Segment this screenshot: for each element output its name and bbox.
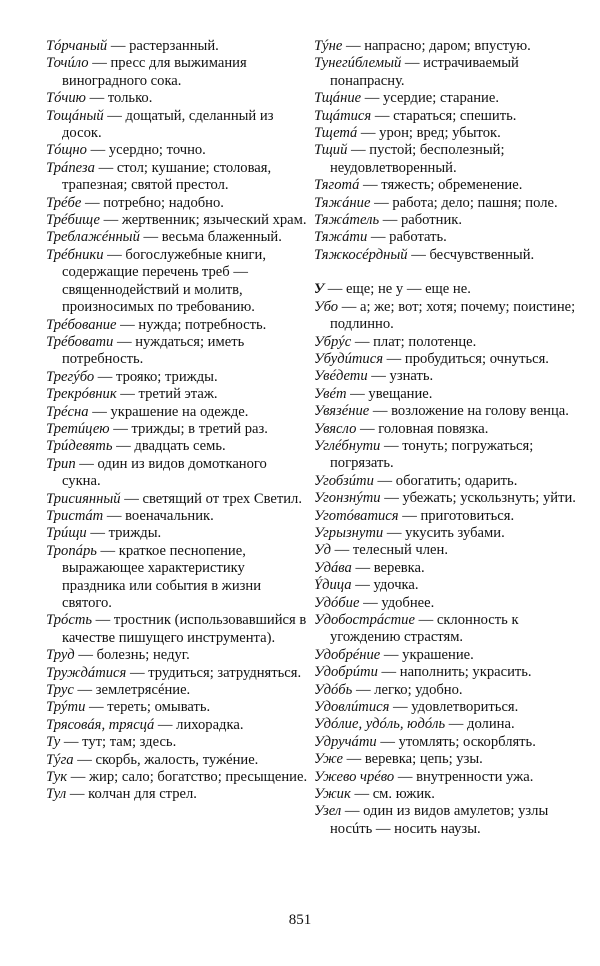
entry-headword: Убрýс <box>314 333 352 350</box>
dictionary-entry <box>46 317 308 334</box>
entry-headword: Трéбе <box>46 194 82 211</box>
dictionary-entry <box>46 786 308 803</box>
dictionary-entry <box>46 247 308 317</box>
dictionary-entry <box>314 525 576 542</box>
dictionary-entry <box>46 752 308 769</box>
entry-definition: — еще; не у — еще не. <box>324 281 471 298</box>
entry-definition: — только. <box>85 90 153 107</box>
entry-headword: Трисиянный <box>46 490 121 507</box>
entry-headword: Уд <box>314 542 332 559</box>
dictionary-entry <box>46 699 308 716</box>
entry-definition: — тростник (использовавшийся в качестве пишущего инструмента). <box>62 612 307 646</box>
entry-definition: — украшение. <box>380 646 474 663</box>
entry-definition: — светящий от трех Светил. <box>120 490 302 507</box>
entry-definition: — работать. <box>367 229 447 246</box>
entry-headword: Удобрéние <box>314 646 381 663</box>
entry-headword: Тяжкосéрдный <box>314 246 408 263</box>
entry-headword: Тщáние <box>314 90 362 107</box>
entry-headword: Удобрúти <box>314 664 378 681</box>
entry-definition: — наполнить; украсить. <box>377 664 532 681</box>
dictionary-entry <box>314 125 576 142</box>
entry-definition: — один из видов амулетов; узлы носúть — носить наузы. <box>330 803 549 837</box>
entry-definition: — плат; полотенце. <box>351 333 477 350</box>
entry-headword: Угобзúти <box>314 472 374 489</box>
entry-headword: Трáпеза <box>46 159 95 176</box>
dictionary-entry <box>314 612 576 647</box>
entry-definition: — укусить зубами. <box>383 524 505 541</box>
entry-definition: — трудиться; затрудняться. <box>126 664 302 681</box>
dictionary-entry <box>314 108 576 125</box>
dictionary-entry <box>46 38 308 55</box>
entry-headword: Угрызнути <box>314 524 384 541</box>
entry-headword: Увéдети <box>314 368 368 385</box>
entry-headword: Тристáт <box>46 507 104 524</box>
entry-headword: Тяжáтель <box>314 212 380 229</box>
entry-headword: Угонзнýти <box>314 490 381 507</box>
dictionary-entry <box>46 525 308 542</box>
entry-headword: Ту <box>46 734 61 751</box>
dictionary-entry <box>314 281 576 298</box>
entry-headword: Тýга <box>46 751 74 768</box>
entry-definition: — украшение на одежде. <box>88 403 249 420</box>
entry-headword: Трéбники <box>46 246 104 263</box>
dictionary-entry <box>314 212 576 229</box>
entry-headword: Трúдевять <box>46 438 113 455</box>
entry-headword: Трегýбо <box>46 368 95 385</box>
entry-headword: Третúцею <box>46 420 110 437</box>
entry-definition: — весьма блаженный. <box>139 229 282 246</box>
entry-headword: Удóбие <box>314 594 360 611</box>
entry-definition: — нуждаться; иметь потребность. <box>62 333 245 368</box>
entry-headword: Трýти <box>46 699 86 716</box>
entry-definition: — удобнее. <box>359 594 435 611</box>
entry-definition: — возложение на голову венца. <box>369 403 569 420</box>
entry-headword: Углéбнути <box>314 437 381 454</box>
entry-definition: — истрачиваемый понапрасну. <box>330 55 519 89</box>
entry-definition: — внутренности ужа. <box>394 768 534 785</box>
dictionary-entry <box>46 456 308 491</box>
entry-headword: Трекрóвник <box>46 386 117 403</box>
entry-definition: — потребно; надобно. <box>81 194 224 211</box>
dictionary-entry <box>314 177 576 194</box>
entry-headword: Тýне <box>314 38 343 54</box>
dictionary-entry <box>46 717 308 734</box>
entry-definition: — пресс для выжимания виноградного сока. <box>62 55 247 89</box>
dictionary-entry <box>314 803 576 838</box>
entry-headword: Трúщи <box>46 525 87 542</box>
dictionary-entry <box>314 682 576 699</box>
dictionary-entry <box>314 751 576 768</box>
entry-headword: Убудúтися <box>314 350 383 367</box>
entry-headword: Тул <box>46 786 67 803</box>
entry-headword: Трип <box>46 455 76 472</box>
dictionary-entry <box>46 421 308 438</box>
dictionary-entry <box>314 542 576 559</box>
dictionary-entry <box>46 682 308 699</box>
dictionary-entry <box>314 368 576 385</box>
dictionary-entry <box>314 38 576 55</box>
dictionary-entry <box>46 491 308 508</box>
dictionary-entry <box>46 769 308 786</box>
dictionary-entry <box>314 195 576 212</box>
entry-headword: Тяготá <box>314 177 360 194</box>
entry-headword: Тунегúблемый <box>314 55 402 72</box>
entry-definition: — третий этаж. <box>116 386 218 403</box>
dictionary-entry <box>314 769 576 786</box>
right-column <box>314 38 576 838</box>
entry-headword: Удáва <box>314 559 352 576</box>
entry-headword: Труждáтися <box>46 664 127 681</box>
page-number: 851 <box>288 912 312 928</box>
entry-headword: Тощáный <box>46 107 104 124</box>
entry-definition: — бесчувственный. <box>407 246 535 263</box>
dictionary-entry <box>314 647 576 664</box>
entry-definition: — пробудиться; очнуться. <box>383 350 549 367</box>
entry-definition: — трояко; трижды. <box>94 368 218 385</box>
entry-definition: — напрасно; даром; впустую. <box>342 38 531 54</box>
left-column <box>46 38 308 804</box>
entry-headword: Тяжáние <box>314 194 371 211</box>
entry-headword: Трéбище <box>46 212 101 229</box>
entry-definition: — тяжесть; обременение. <box>359 177 523 194</box>
dictionary-entry <box>46 508 308 525</box>
entry-headword: Удручáти <box>314 733 377 750</box>
entry-definition: — пустой; бесполезный; неудовлетворенный. <box>330 142 505 176</box>
dictionary-entry <box>314 577 576 594</box>
entry-headword: Уже <box>314 751 343 768</box>
entry-definition: — жертвенник; языческий храм. <box>100 212 307 229</box>
entry-definition: — трижды. <box>86 525 162 542</box>
dictionary-entry <box>46 386 308 403</box>
dictionary-entry <box>46 404 308 421</box>
entry-headword: Тук <box>46 769 68 786</box>
entry-headword: Удовлúтися <box>314 699 390 716</box>
entry-definition: — утомлять; оскорблять. <box>376 733 536 750</box>
entry-headword: Тщáтися <box>314 107 372 124</box>
entry-definition: — убежать; ускользнуть; уйти. <box>380 490 576 507</box>
dictionary-entry <box>314 716 576 733</box>
entry-definition: — а; же; вот; хотя; почему; поистине; подлинно. <box>330 298 576 333</box>
entry-definition: — усердие; старание. <box>361 90 499 107</box>
entry-definition: — дощатый, сделанный из досок. <box>62 107 274 142</box>
entry-definition: — веревка; цепь; узы. <box>342 751 483 768</box>
entry-headword: Трéбовати <box>46 333 114 350</box>
entry-definition: — растерзанный. <box>107 38 219 54</box>
entry-definition: — телесный член. <box>331 542 448 559</box>
entry-definition: — удочка. <box>351 577 419 594</box>
dictionary-entry <box>314 90 576 107</box>
dictionary-entry <box>314 560 576 577</box>
dictionary-entry <box>46 55 308 90</box>
entry-definition: — стол; кушание; столовая, трапезная; святой престол. <box>62 159 272 194</box>
dictionary-entry <box>46 543 308 613</box>
entry-definition: — трижды; в третий раз. <box>109 420 268 437</box>
entry-definition: — узнать. <box>367 368 434 385</box>
dictionary-entry <box>314 247 576 264</box>
entry-headword: Треблажéнный <box>46 229 140 246</box>
entry-definition: — тут; там; здесь. <box>60 734 177 751</box>
entry-definition: — колчан для стрел. <box>66 786 197 803</box>
entry-headword: Тщетá <box>314 125 358 142</box>
dictionary-entry <box>314 55 576 90</box>
entry-headword: Тóщно <box>46 142 87 159</box>
dictionary-entry <box>46 90 308 107</box>
entry-definition: — нужда; потребность. <box>116 316 267 333</box>
entry-headword: Трóсть <box>46 612 93 629</box>
dictionary-entry <box>46 108 308 143</box>
dictionary-entry <box>46 665 308 682</box>
entry-definition: — работник. <box>379 212 463 229</box>
entry-headword: Удобострáстие <box>314 612 415 628</box>
entry-headword: Трясовáя, трясцá <box>46 716 155 733</box>
dictionary-entry <box>314 351 576 368</box>
entry-headword: Трус <box>46 682 74 699</box>
entry-headword: Узел <box>314 803 342 820</box>
entry-definition: — склонность к угождению страстям. <box>330 612 519 646</box>
entry-definition: — урон; вред; убыток. <box>357 125 501 142</box>
dictionary-entry <box>314 595 576 612</box>
entry-definition: — богослужебные книги, содержащие перечень треб — священнодействий и молитв, произносимых по требованию. <box>62 246 266 316</box>
dictionary-entry <box>314 664 576 681</box>
entry-definition: — скорбь, жалость, тужéние. <box>73 751 259 768</box>
entry-headword: Трéбование <box>46 316 117 333</box>
entry-definition: — увещание. <box>346 385 433 402</box>
entry-definition: — краткое песнопение, выражающее характеристику праздника или события в жизни святого. <box>62 542 262 611</box>
entry-definition: — землетрясéние. <box>73 682 191 699</box>
entry-headword: Тропáрь <box>46 542 97 559</box>
dictionary-entry <box>314 734 576 751</box>
entry-headword: Тóрчаный <box>46 38 108 54</box>
entry-headword: Ужево чрéво <box>314 768 395 785</box>
entry-headword: Увясло <box>314 420 357 437</box>
entry-definition: — долина. <box>445 716 515 733</box>
dictionary-entry <box>46 160 308 195</box>
dictionary-entry <box>314 386 576 403</box>
dictionary-entry <box>46 142 308 159</box>
entry-definition: — см. южик. <box>350 786 435 803</box>
entry-definition: — жир; сало; богатство; пресыщение. <box>67 769 308 786</box>
entry-headword: Труд <box>46 647 75 664</box>
entry-headword: Ужик <box>314 786 351 803</box>
entry-definition: — веревка. <box>351 559 425 576</box>
entry-definition: — лихорадка. <box>154 716 244 733</box>
entry-headword: Трéсна <box>46 403 89 420</box>
entry-headword: Убо <box>314 298 339 315</box>
entry-headword: Удóлие, удóль, юдóль <box>314 716 446 733</box>
entry-headword: Ýдица <box>314 577 352 594</box>
dictionary-entry <box>314 229 576 246</box>
dictionary-entry <box>46 334 308 369</box>
dictionary-entry <box>314 786 576 803</box>
entry-definition: — усердно; точно. <box>86 142 206 159</box>
entry-definition: — удовлетвориться. <box>389 699 519 716</box>
dictionary-entry <box>314 438 576 473</box>
entry-headword: Увязéние <box>314 403 370 420</box>
dictionary-entry <box>46 612 308 647</box>
entry-definition: — один из видов домотканого сукна. <box>62 455 267 490</box>
entry-definition: — двадцать семь. <box>112 438 226 455</box>
entry-headword: Увéт <box>314 385 347 402</box>
entry-definition: — тереть; омывать. <box>85 699 211 716</box>
dictionary-entry <box>314 142 576 177</box>
dictionary-entry <box>314 490 576 507</box>
dictionary-entry <box>314 699 576 716</box>
dictionary-entry <box>314 403 576 420</box>
dictionary-entry <box>46 438 308 455</box>
dictionary-entry <box>314 421 576 438</box>
entry-definition: — обогатить; одарить. <box>373 472 518 489</box>
dictionary-entry <box>46 734 308 751</box>
entry-headword: Точúло <box>46 55 89 72</box>
entry-definition: — тонуть; погружаться; погрязать. <box>330 437 534 472</box>
dictionary-entry <box>46 195 308 212</box>
entry-definition: — болезнь; недуг. <box>74 647 190 664</box>
entry-headword: У <box>314 281 325 298</box>
entry-headword: Удóбь <box>314 681 353 698</box>
entry-definition: — работа; дело; пашня; поле. <box>370 194 558 211</box>
dictionary-entry <box>314 334 576 351</box>
entry-definition: — стараться; спешить. <box>371 107 517 124</box>
entry-definition: — военачальник. <box>103 507 214 524</box>
entry-headword: Уготóватися <box>314 507 399 524</box>
entry-definition: — легко; удобно. <box>352 681 463 698</box>
entry-headword: Тяжáти <box>314 229 368 246</box>
dictionary-entry <box>46 212 308 229</box>
dictionary-entry <box>46 369 308 386</box>
dictionary-entry <box>314 473 576 490</box>
entry-headword: Тóчию <box>46 90 86 107</box>
dictionary-entry <box>314 508 576 525</box>
entry-definition: — головная повязка. <box>356 420 489 437</box>
entry-headword: Тщий <box>314 142 348 159</box>
dictionary-entry <box>46 647 308 664</box>
dictionary-entry <box>46 229 308 246</box>
dictionary-entry <box>314 299 576 334</box>
entry-definition: — приготовиться. <box>398 507 515 524</box>
